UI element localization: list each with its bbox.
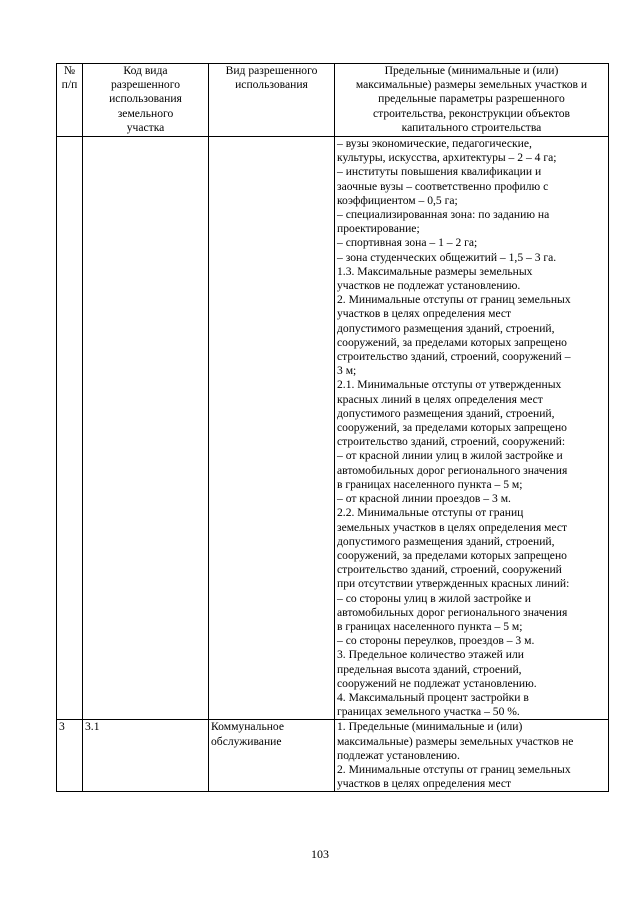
table-row bbox=[57, 720, 609, 792]
header-use-code bbox=[83, 64, 209, 137]
text-line: сооружений, за пределами которых запрещено bbox=[337, 421, 567, 435]
row-number: 3 bbox=[57, 720, 83, 792]
text-line: при отсутствии утвержденных красных линий: bbox=[337, 577, 570, 591]
text-line: участков в целях определения мест bbox=[337, 777, 512, 791]
text-line: использования bbox=[109, 92, 182, 106]
text-line: участков в целях определения мест bbox=[337, 307, 512, 321]
text-line: заочные вузы – соответственно профилю с bbox=[337, 179, 549, 193]
text-line: проектирование; bbox=[337, 222, 420, 236]
text-line: красных линий в целях определения мест bbox=[337, 392, 543, 406]
text-line: – от красной линии проездов – 3 м. bbox=[337, 492, 511, 506]
text-line: использования bbox=[235, 78, 308, 92]
text-line: участков не подлежат установлению. bbox=[337, 279, 521, 293]
header-row bbox=[57, 64, 609, 137]
text-line: сооружений, за пределами которых запрещено bbox=[337, 548, 567, 562]
text-line: 2. Минимальные отступы от границ земельных bbox=[337, 293, 571, 307]
text-line: границах земельного участка – 50 %. bbox=[337, 705, 520, 719]
text-line: строительство зданий, строений, сооружений: bbox=[337, 435, 566, 449]
text-line: – институты повышения квалификации и bbox=[337, 165, 542, 179]
row-parameters bbox=[335, 720, 609, 792]
header-parameters bbox=[335, 64, 609, 137]
text-line: максимальные) размеры земельных участков и bbox=[355, 78, 588, 92]
text-line: капитального строительства bbox=[401, 120, 542, 134]
row-parameters bbox=[335, 137, 609, 720]
text-line: № bbox=[63, 64, 76, 77]
text-line: в границах населенного пункта – 5 м; bbox=[337, 477, 523, 491]
text-line: разрешенного bbox=[110, 78, 180, 92]
text-line: 3. Предельное количество этажей или bbox=[337, 648, 524, 662]
text-line: Коммунальное bbox=[211, 720, 285, 734]
text-line: 1. Предельные (минимальные и (или) bbox=[337, 720, 523, 734]
text-line: допустимого размещения зданий, строений, bbox=[337, 534, 555, 548]
zoning-table bbox=[56, 63, 609, 792]
text-line: предельная высота зданий, строений, bbox=[337, 662, 522, 676]
text-line: строительство зданий, строений, сооружений bbox=[337, 563, 562, 577]
text-line: максимальные) размеры земельных участков не bbox=[337, 734, 574, 748]
row-use-kind bbox=[209, 720, 335, 792]
text-line: культуры, искусства, архитектуры – 2 – 4 га; bbox=[337, 151, 557, 165]
text-line: 1.3. Максимальные размеры земельных bbox=[337, 264, 533, 278]
text-line: Предельные (минимальные и (или) bbox=[384, 64, 559, 77]
text-line: – со стороны переулков, проездов – 3 м. bbox=[337, 634, 535, 648]
text-line: 4. Максимальный процент застройки в bbox=[337, 690, 529, 704]
text-line: участка bbox=[126, 120, 165, 134]
text-line: предельные параметры разрешенного bbox=[378, 92, 565, 106]
row-number bbox=[57, 137, 83, 720]
text-line: 3 м; bbox=[337, 364, 357, 378]
text-line: подлежат установлению. bbox=[337, 748, 460, 762]
text-line: – зона студенческих общежитий – 1,5 – 3 га. bbox=[337, 250, 557, 264]
text-line: допустимого размещения зданий, строений, bbox=[337, 321, 555, 335]
text-line: Вид разрешенного bbox=[225, 64, 318, 77]
page-number: 103 bbox=[311, 847, 329, 861]
text-line: сооружений, за пределами которых запрещено bbox=[337, 335, 567, 349]
text-line: сооружений не подлежат установлению. bbox=[337, 676, 537, 690]
text-line: строительство зданий, строений, сооружений – bbox=[337, 350, 571, 364]
text-line: – вузы экономические, педагогические, bbox=[337, 137, 532, 151]
text-line: обслуживание bbox=[211, 734, 282, 748]
row-use-code: 3.1 bbox=[83, 720, 209, 792]
text-line: – спортивная зона – 1 – 2 га; bbox=[337, 236, 478, 250]
text-line: земельного bbox=[117, 106, 174, 120]
header-number bbox=[57, 64, 83, 137]
text-line: коэффициентом – 0,5 га; bbox=[337, 193, 458, 207]
text-line: Код вида bbox=[123, 64, 168, 77]
text-line: п/п bbox=[61, 78, 78, 92]
table-row bbox=[57, 137, 609, 720]
row-use-code bbox=[83, 137, 209, 720]
text-line: автомобильных дорог регионального значения bbox=[337, 463, 568, 477]
text-line: 2.1. Минимальные отступы от утвержденных bbox=[337, 378, 562, 392]
text-line: строительства, реконструкции объектов bbox=[372, 106, 571, 120]
text-line: допустимого размещения зданий, строений, bbox=[337, 406, 555, 420]
row-use-kind bbox=[209, 137, 335, 720]
text-line: – от красной линии улиц в жилой застройке и bbox=[337, 449, 563, 463]
text-line: земельных участков в целях определения мест bbox=[337, 520, 568, 534]
text-line: 2.2. Минимальные отступы от границ bbox=[337, 506, 524, 520]
text-line: в границах населенного пункта – 5 м; bbox=[337, 619, 523, 633]
text-line: – со стороны улиц в жилой застройке и bbox=[337, 591, 532, 605]
text-line: 2. Минимальные отступы от границ земельных bbox=[337, 762, 571, 776]
text-line: – специализированная зона: по заданию на bbox=[337, 208, 550, 222]
text-line: автомобильных дорог регионального значения bbox=[337, 605, 568, 619]
header-use-kind bbox=[209, 64, 335, 137]
